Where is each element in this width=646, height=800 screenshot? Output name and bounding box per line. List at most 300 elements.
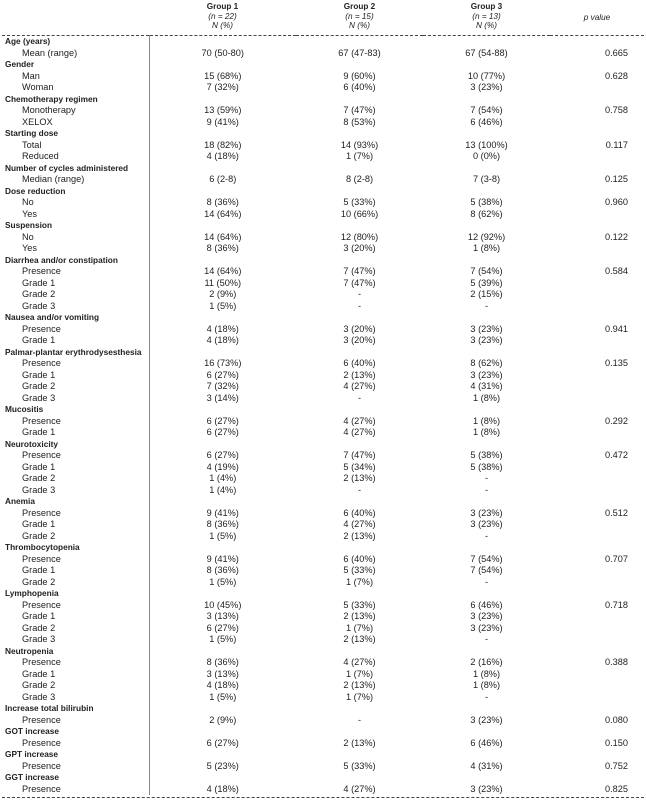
cell-group1: [149, 163, 296, 175]
category-label: Age (years): [2, 36, 149, 48]
cell-group3: 10 (77%): [467, 70, 506, 81]
cell-pvalue: 0.665: [605, 47, 628, 58]
row-label: XELOX: [2, 117, 149, 129]
cell-group2: 4 (27%): [343, 783, 376, 794]
cell-group2: 2 (13%): [343, 611, 376, 621]
row-label: Grade 1: [2, 278, 149, 290]
cell-group3: [423, 772, 550, 784]
category-row: [2, 255, 644, 267]
category-row: [2, 749, 644, 761]
cell-group3: [423, 404, 550, 416]
cell-group2: 2 (13%): [343, 737, 376, 748]
cell-group1: 13 (59%): [204, 105, 242, 115]
cell-group3: [423, 255, 550, 267]
table-row: [2, 611, 644, 623]
cell-group3: [423, 588, 550, 600]
header-group1: [149, 2, 296, 36]
table-row: [2, 105, 644, 117]
cell-pvalue: [550, 439, 644, 451]
cell-group2: [296, 347, 423, 359]
cell-group1: 8 (36%): [206, 243, 239, 253]
cell-pvalue: [550, 404, 644, 416]
header-pvalue: p value: [550, 2, 644, 36]
cell-pvalue: 0.752: [605, 760, 628, 771]
cell-group1: 8 (36%): [206, 197, 239, 207]
category-label: Suspension: [2, 220, 149, 232]
category-row: [2, 726, 644, 738]
cell-group1: [149, 312, 296, 324]
cell-pvalue: [550, 680, 644, 692]
table-row: [2, 289, 644, 301]
cell-group1: 14 (64%): [204, 208, 242, 219]
cell-group3: 1 (8%): [472, 427, 501, 437]
cell-group1: 6 (27%): [206, 450, 239, 460]
cell-group3: 3 (23%): [470, 369, 503, 380]
cell-group2: [296, 439, 423, 451]
cell-group1: 4 (18%): [206, 151, 239, 161]
group2-unit: N (%): [349, 21, 370, 31]
cell-group3: 7 (3-8): [472, 174, 501, 184]
cell-pvalue: [550, 151, 644, 163]
cell-group3: 3 (23%): [470, 611, 503, 621]
table-row: [2, 427, 644, 439]
cell-group2: [296, 404, 423, 416]
cell-group1: [149, 94, 296, 106]
row-label: Presence: [2, 784, 149, 796]
cell-group1: [149, 220, 296, 232]
table-row: [2, 450, 644, 462]
cell-group1: 8 (36%): [206, 565, 239, 575]
table-row: [2, 692, 644, 704]
cell-group3: 67 (54-88): [465, 47, 508, 58]
cell-pvalue: [550, 611, 644, 623]
row-label: No: [2, 197, 149, 209]
category-row: [2, 542, 644, 554]
cell-group2: 5 (33%): [343, 197, 376, 207]
cell-pvalue: 0.707: [605, 553, 628, 564]
cell-group1: [149, 496, 296, 508]
cell-group1: 2 (9%): [209, 714, 237, 725]
row-label: Presence: [2, 738, 149, 750]
table-row: [2, 554, 644, 566]
cell-pvalue: 0.125: [605, 174, 628, 184]
cell-pvalue: [550, 485, 644, 497]
cell-group1: 1 (4%): [209, 484, 237, 495]
category-label: Mucositis: [2, 404, 149, 416]
row-label: No: [2, 232, 149, 244]
cell-group1: 18 (82%): [204, 139, 242, 150]
row-label: Grade 2: [2, 289, 149, 301]
cell-group3: [423, 496, 550, 508]
table-row: [2, 324, 644, 336]
header-group2: [296, 2, 423, 36]
cell-group2: 4 (27%): [343, 657, 376, 667]
cell-group2: 4 (27%): [343, 415, 376, 426]
cell-group2: -: [357, 300, 362, 311]
category-row: [2, 128, 644, 140]
cell-group1: 10 (45%): [204, 599, 242, 610]
cell-group3: [423, 94, 550, 106]
table-row: [2, 634, 644, 646]
cell-pvalue: 0.960: [605, 197, 628, 207]
header-variable: [2, 2, 149, 36]
cell-group1: 15 (68%): [204, 70, 242, 81]
cell-group3: 4 (31%): [470, 381, 503, 391]
cell-pvalue: [550, 289, 644, 301]
cell-group3: [423, 439, 550, 451]
row-label: Presence: [2, 554, 149, 566]
cell-group1: [149, 59, 296, 71]
cell-group2: 6 (40%): [343, 507, 376, 518]
table-row: [2, 784, 644, 796]
results-table: [2, 2, 644, 795]
category-label: GOT increase: [2, 726, 149, 738]
cell-pvalue: [550, 542, 644, 554]
cell-group1: 14 (64%): [204, 266, 242, 276]
cell-group2: 1 (7%): [345, 622, 374, 633]
cell-group3: -: [484, 484, 489, 495]
cell-pvalue: [550, 531, 644, 543]
cell-group3: [423, 749, 550, 761]
cell-group2: 6 (40%): [343, 82, 376, 92]
cell-group2: [296, 703, 423, 715]
row-label: Presence: [2, 416, 149, 428]
cell-group3: [423, 220, 550, 232]
cell-pvalue: [550, 669, 644, 681]
cell-group1: [149, 439, 296, 451]
cell-pvalue: 0.122: [605, 231, 628, 242]
cell-group3: 5 (38%): [470, 461, 503, 472]
row-label: Grade 2: [2, 577, 149, 589]
cell-group3: [423, 347, 550, 359]
cell-group3: 1 (8%): [472, 392, 501, 403]
cell-group2: 3 (20%): [343, 243, 376, 253]
cell-group2: 4 (27%): [343, 427, 376, 437]
category-label: GPT increase: [2, 749, 149, 761]
cell-pvalue: [550, 255, 644, 267]
cell-group1: 1 (4%): [209, 473, 237, 483]
cell-group3: 7 (54%): [470, 565, 503, 575]
category-row: [2, 404, 644, 416]
cell-pvalue: [550, 634, 644, 646]
category-row: [2, 347, 644, 359]
group3-unit: N (%): [476, 21, 497, 31]
cell-pvalue: [550, 565, 644, 577]
cell-group1: 6 (27%): [206, 737, 239, 748]
cell-group2: 2 (13%): [343, 680, 376, 690]
cell-group1: 1 (5%): [209, 530, 237, 541]
cell-pvalue: [550, 59, 644, 71]
table-row: [2, 623, 644, 635]
cell-group3: [423, 703, 550, 715]
table-body: [2, 36, 644, 796]
table-row: [2, 48, 644, 60]
cell-group2: 5 (33%): [343, 760, 376, 771]
table-row: [2, 485, 644, 497]
table-row: [2, 600, 644, 612]
cell-group3: 3 (23%): [470, 335, 503, 345]
table-row: [2, 209, 644, 221]
cell-pvalue: 0.584: [605, 266, 628, 276]
cell-group3: 2 (16%): [470, 657, 503, 667]
cell-pvalue: 0.135: [605, 358, 628, 368]
cell-group1: 4 (18%): [206, 323, 239, 334]
row-label: Grade 1: [2, 335, 149, 347]
cell-group2: [296, 726, 423, 738]
category-row: [2, 36, 644, 48]
cell-group2: 1 (7%): [345, 691, 374, 702]
group3-n: (n = 13): [472, 11, 501, 21]
cell-pvalue: 0.472: [605, 450, 628, 460]
cell-group2: 1 (7%): [345, 151, 374, 161]
category-row: [2, 496, 644, 508]
category-label: Lymphopenia: [2, 588, 149, 600]
row-label: Presence: [2, 657, 149, 669]
table-row: [2, 151, 644, 163]
cell-pvalue: [550, 36, 644, 48]
cell-pvalue: 0.628: [605, 70, 628, 81]
table-row: [2, 82, 644, 94]
category-row: [2, 772, 644, 784]
cell-pvalue: [550, 186, 644, 198]
category-row: [2, 646, 644, 658]
cell-group1: 5 (23%): [206, 760, 239, 771]
row-label: Grade 2: [2, 623, 149, 635]
table-row: [2, 462, 644, 474]
row-label: Yes: [2, 243, 149, 255]
cell-group2: 12 (80%): [340, 231, 379, 242]
table-row: [2, 117, 644, 129]
table-row: [2, 243, 644, 255]
cell-group2: [296, 646, 423, 658]
cell-group3: 3 (23%): [470, 622, 503, 633]
cell-group1: 3 (14%): [206, 392, 239, 403]
row-label: Grade 3: [2, 485, 149, 497]
cell-group3: 3 (23%): [470, 519, 503, 529]
cell-group2: [296, 94, 423, 106]
cell-group1: 1 (5%): [209, 691, 237, 702]
cell-group1: 6 (27%): [206, 427, 239, 437]
cell-group1: [149, 703, 296, 715]
cell-group3: 0 (0%): [472, 151, 501, 161]
cell-group2: 7 (47%): [343, 450, 376, 460]
cell-group2: 1 (7%): [345, 668, 374, 679]
cell-group3: 6 (46%): [470, 737, 503, 748]
row-label: Presence: [2, 450, 149, 462]
cell-group1: 3 (13%): [206, 668, 239, 679]
cell-group2: [296, 749, 423, 761]
category-row: [2, 59, 644, 71]
cell-pvalue: 0.292: [605, 415, 628, 426]
cell-group1: [149, 542, 296, 554]
table-row: [2, 669, 644, 681]
cell-pvalue: 0.825: [605, 783, 628, 794]
cell-pvalue: [550, 335, 644, 347]
row-label: Mean (range): [2, 48, 149, 60]
cell-group2: 2 (13%): [343, 473, 376, 483]
category-row: [2, 703, 644, 715]
cell-group1: [149, 772, 296, 784]
cell-group2: 5 (33%): [343, 565, 376, 575]
table-row: [2, 761, 644, 773]
cell-group3: -: [484, 530, 489, 541]
cell-pvalue: [550, 220, 644, 232]
table-row: [2, 266, 644, 278]
cell-group3: 6 (46%): [470, 599, 503, 610]
cell-group2: 1 (7%): [345, 576, 374, 587]
cell-group2: 6 (40%): [343, 358, 376, 368]
table-row: [2, 197, 644, 209]
cell-pvalue: [550, 312, 644, 324]
cell-group2: [296, 36, 423, 48]
cell-group3: [423, 542, 550, 554]
cell-pvalue: 0.758: [605, 105, 628, 115]
cell-group3: 8 (62%): [470, 358, 503, 368]
table-row: [2, 657, 644, 669]
cell-group1: [149, 128, 296, 140]
category-label: Chemotherapy regimen: [2, 94, 149, 106]
cell-group2: [296, 496, 423, 508]
cell-group1: 3 (13%): [206, 611, 239, 621]
category-row: [2, 94, 644, 106]
cell-pvalue: [550, 117, 644, 129]
cell-group2: 2 (13%): [343, 634, 376, 644]
cell-group3: [423, 726, 550, 738]
cell-group3: 3 (23%): [470, 783, 503, 794]
cell-group3: 1 (8%): [472, 415, 501, 426]
row-label: Presence: [2, 715, 149, 727]
table-row: [2, 416, 644, 428]
cell-pvalue: 0.150: [605, 737, 628, 748]
cell-group3: [423, 36, 550, 48]
table-row: [2, 715, 644, 727]
row-label: Presence: [2, 358, 149, 370]
cell-group1: 9 (41%): [206, 116, 239, 127]
cell-group1: 11 (50%): [204, 277, 242, 288]
cell-group3: 5 (39%): [470, 277, 503, 288]
cell-pvalue: [550, 692, 644, 704]
cell-group2: [296, 312, 423, 324]
cell-group2: 67 (47-83): [338, 47, 381, 58]
category-label: Dose reduction: [2, 186, 149, 198]
row-label: Presence: [2, 266, 149, 278]
category-label: Gender: [2, 59, 149, 71]
cell-group2: 3 (20%): [343, 323, 376, 334]
header-group3: [423, 2, 550, 36]
cell-group1: 6 (27%): [206, 622, 239, 633]
row-label: Total: [2, 140, 149, 152]
cell-group2: 14 (93%): [340, 139, 379, 150]
header-row: [2, 2, 644, 36]
cell-group2: 10 (66%): [340, 208, 379, 219]
cell-pvalue: [550, 496, 644, 508]
category-row: [2, 312, 644, 324]
cell-group1: 9 (41%): [206, 507, 239, 518]
cell-pvalue: 0.512: [605, 507, 628, 518]
table-row: [2, 335, 644, 347]
cell-group3: 3 (23%): [470, 323, 503, 334]
cell-group3: 12 (92%): [467, 231, 506, 242]
cell-group1: 8 (36%): [206, 519, 239, 529]
cell-group2: [296, 220, 423, 232]
table-row: [2, 473, 644, 485]
cell-group3: -: [484, 576, 489, 587]
cell-group1: [149, 347, 296, 359]
cell-group3: -: [484, 691, 489, 702]
cell-group2: 3 (20%): [343, 335, 376, 345]
cell-pvalue: [550, 393, 644, 405]
table-row: [2, 577, 644, 589]
table-row: [2, 358, 644, 370]
cell-group1: 14 (64%): [204, 231, 242, 242]
cell-pvalue: [550, 772, 644, 784]
group1-unit: N (%): [212, 21, 233, 31]
cell-group3: [423, 312, 550, 324]
cell-pvalue: [550, 278, 644, 290]
row-label: Grade 3: [2, 393, 149, 405]
cell-pvalue: 0.718: [605, 599, 628, 610]
category-label: Palmar-plantar erythrodysesthesia: [2, 347, 149, 359]
cell-group3: [423, 646, 550, 658]
cell-group1: [149, 646, 296, 658]
cell-group1: 7 (32%): [206, 82, 239, 92]
cell-group1: 70 (50-80): [201, 47, 244, 58]
cell-pvalue: [550, 519, 644, 531]
row-label: Presence: [2, 508, 149, 520]
row-label: Grade 1: [2, 427, 149, 439]
cell-group2: [296, 542, 423, 554]
cell-group1: 1 (5%): [209, 300, 237, 311]
cell-group2: [296, 59, 423, 71]
cell-group3: 3 (23%): [470, 714, 503, 725]
table-row: [2, 565, 644, 577]
cell-pvalue: [550, 163, 644, 175]
cell-group2: -: [357, 484, 362, 495]
row-label: Grade 3: [2, 634, 149, 646]
cell-group1: 9 (41%): [206, 553, 239, 564]
row-label: Grade 1: [2, 519, 149, 531]
group1-title: Group 1: [206, 2, 239, 11]
category-label: Increase total bilirubin: [2, 703, 149, 715]
cell-group2: 5 (33%): [343, 599, 376, 610]
cell-group2: -: [357, 289, 362, 299]
cell-group3: 2 (15%): [470, 289, 503, 299]
row-label: Grade 1: [2, 370, 149, 382]
cell-group3: 3 (23%): [470, 507, 503, 518]
cell-group2: 9 (60%): [343, 70, 376, 81]
cell-group3: 6 (46%): [470, 116, 503, 127]
cell-pvalue: [550, 462, 644, 474]
cell-group1: [149, 404, 296, 416]
category-label: Diarrhea and/or constipation: [2, 255, 149, 267]
table-row: [2, 531, 644, 543]
cell-group2: 4 (27%): [343, 519, 376, 529]
cell-group1: 1 (5%): [209, 576, 237, 587]
row-label: Yes: [2, 209, 149, 221]
cell-pvalue: [550, 243, 644, 255]
cell-group3: 1 (8%): [472, 668, 501, 679]
category-label: Neutropenia: [2, 646, 149, 658]
cell-group1: [149, 255, 296, 267]
cell-pvalue: 0.941: [605, 323, 628, 334]
cell-group3: 5 (38%): [470, 450, 503, 460]
cell-group2: 7 (47%): [343, 266, 376, 276]
row-label: Presence: [2, 324, 149, 336]
group3-title: Group 3: [470, 2, 503, 11]
cell-group2: [296, 588, 423, 600]
group1-n: (n = 22): [208, 11, 237, 21]
table-row: [2, 508, 644, 520]
